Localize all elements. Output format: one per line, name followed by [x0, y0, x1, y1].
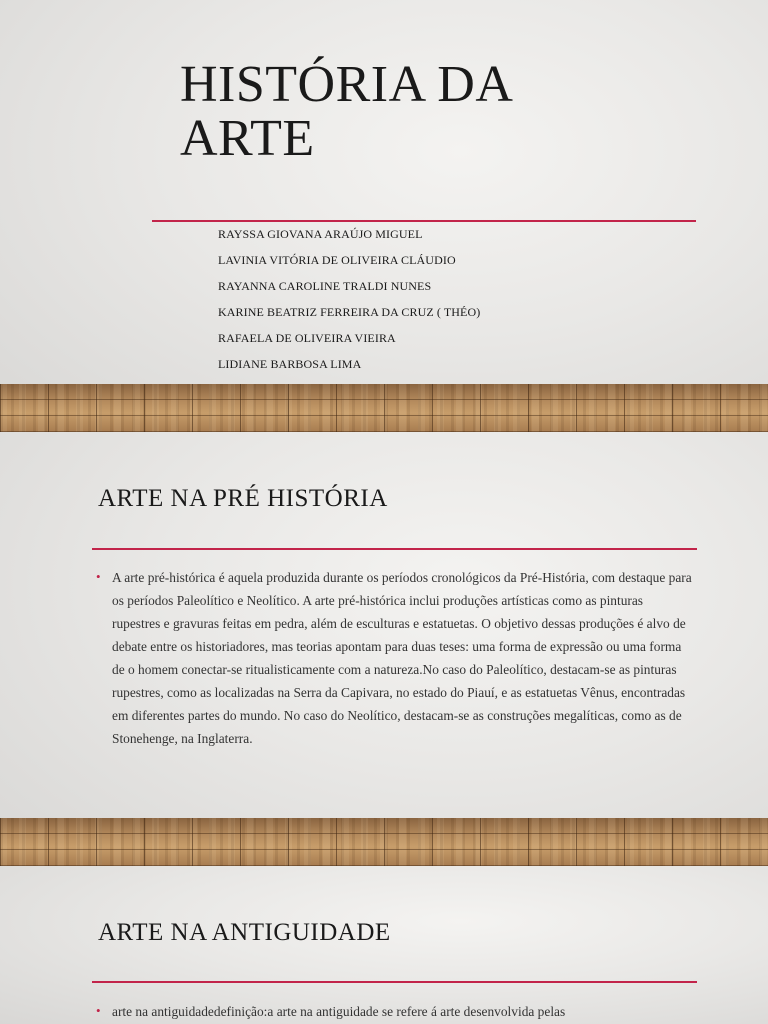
bullet-icon: •: [96, 569, 101, 584]
wood-floor: [0, 818, 768, 866]
heading-divider: [92, 548, 697, 550]
bullet-text: A arte pré-histórica é aquela produzida durante os períodos cronológicos da Pré-História, com destaque para os períodos Paleolítico e Neolítico. A arte pré-histórica inclui produções artísticas como as pinturas rupestres e gravuras feitas em pedra, além de esculturas e estatuetas. O objetivo dessas produções é alvo de debate entre os historiadores, mas teorias apontam para duas teses: uma forma de expressão ou uma forma de o homem conectar-se ritualisticamente com a natureza.No caso do Paleolítico, destacam-se as pinturas rupestres, como as localizadas na Serra da Capivara, no estado do Piauí, e as estatuetas Vênus, encontradas em diferentes partes do mundo. No caso do Neolítico, destacam-se as construções megalíticas, como as de Stonehenge, na Inglaterra.: [112, 570, 692, 746]
bullet-icon: •: [96, 1003, 101, 1018]
author-name: KARINE BEATRIZ FERREIRA DA CRUZ ( THÉO): [218, 305, 481, 319]
bullet-item: [96, 566, 694, 750]
slide-prehistory: [0, 432, 768, 866]
slide-heading: ARTE NA ANTIGUIDADE: [98, 919, 391, 946]
bullet-text: arte na antiguidadedefinição:a arte na antiguidade se refere á arte desenvolvida pelas: [112, 1004, 566, 1019]
author-name: LIDIANE BARBOSA LIMA: [218, 357, 362, 371]
title-divider: [152, 220, 696, 222]
wood-floor: [0, 384, 768, 432]
title-line-2: ARTE: [180, 110, 315, 167]
bullet-item: [96, 1000, 694, 1023]
slide-heading: ARTE NA PRÉ HISTÓRIA: [98, 485, 388, 512]
slide-title-heading: [180, 58, 513, 166]
bullet-list: [96, 566, 694, 750]
author-list: [218, 226, 480, 382]
author-name: RAYANNA CAROLINE TRALDI NUNES: [218, 279, 432, 293]
author-name: LAVINIA VITÓRIA DE OLIVEIRA CLÁUDIO: [218, 253, 456, 267]
author-name: RAFAELA DE OLIVEIRA VIEIRA: [218, 331, 396, 345]
slide-antiquity: [0, 866, 768, 1024]
heading-divider: [92, 981, 697, 983]
author-name: RAYSSA GIOVANA ARAÚJO MIGUEL: [218, 227, 423, 241]
slide-title: [0, 0, 768, 432]
title-line-1: HISTÓRIA DA: [180, 56, 514, 113]
bullet-list: [96, 1000, 694, 1023]
